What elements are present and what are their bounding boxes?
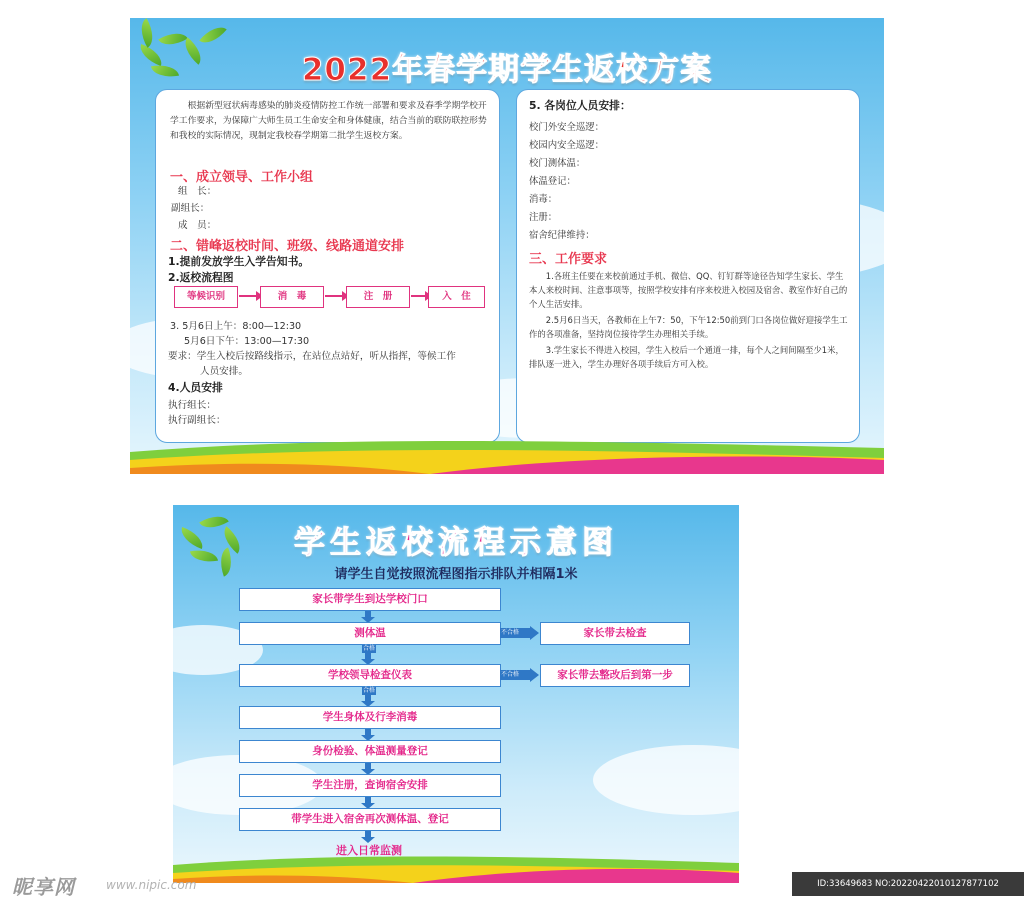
flow-step-wait: 等候识别 (174, 286, 238, 308)
notice-item: 1.提前发放学生入学告知书。 (168, 255, 310, 268)
post-line: 消毒： (529, 194, 558, 205)
exec-deputy-line: 执行副组长： (168, 415, 226, 426)
fail-label: 不合格 (501, 671, 520, 678)
right-panel (516, 89, 860, 443)
time-morning: 3. 5月6日上午：8:00—12:30 (170, 321, 302, 332)
fail-arrow (500, 626, 540, 640)
post-line: 宿舍纪律维持： (529, 230, 595, 241)
deputy-leader-line: 副组长： (171, 203, 210, 214)
intro-paragraph: 根据新型冠状病毒感染的肺炎疫情防控工作统一部署和要求及春季学期学校开学工作要求，为保障广大师生员工生命安全和身体健康，结合当前的联防联控形势和我校的实际情况，现制定我校春学期第二批学生返校方案。 (170, 101, 487, 141)
work-requirement-2: 2.5月6日当天，各教师在上午7：50，下午12:50前到门口各岗位做好迎接学生工作的各项准备，坚持岗位接待学生办理相关手续。 (529, 315, 848, 339)
members-line: 成 员： (178, 220, 217, 231)
leader-line: 组 长： (178, 186, 217, 197)
section2-heading: 二、错峰返校时间、班级、线路通道安排 (170, 239, 405, 254)
work-requirement-3: 3.学生家长不得进入校园，学生入校后一个通道一排，每个人之间间隔至少1米，排队逐一进入，学生办理好各项手续后方可入校。 (529, 345, 844, 369)
post-line: 校门外安全巡逻： (529, 122, 605, 133)
pass-label: 合格 (363, 645, 376, 652)
flow-step-register: 学生注册，查询宿舍安排 (239, 774, 501, 797)
requirement-line-2: 人员安排。 (200, 366, 248, 377)
flowchart-subtitle: 请学生自觉按照流程图指示排队并相隔1米 (334, 567, 578, 582)
cloud (593, 745, 739, 815)
post-line: 校门测体温： (529, 158, 586, 169)
work-requirement-1: 1.各班主任要在来校前通过手机、微信、QQ、钉钉群等途径告知学生家长、学生本人来校时间、注意事项等，按照学校安排有序来校进入校园及宿舍、教室作好自己的个人生活安排。 (529, 271, 848, 309)
side-step-rectify: 家长带去整改后到第一步 (540, 664, 690, 687)
post-line: 体温登记： (529, 176, 576, 187)
section3-heading: 三、工作要求 (529, 252, 608, 267)
flowchart-title: 学生返校流程示意图 (294, 525, 618, 561)
rainbow-ground (130, 434, 884, 474)
return-plan-poster (130, 18, 884, 474)
flow-arrow (325, 295, 343, 297)
section1-heading: 一、成立领导、工作小组 (170, 170, 314, 185)
flow-step-disinfect: 消 毒 (260, 286, 324, 308)
flow-step-id-check: 身份检验、体温测量登记 (239, 740, 501, 763)
flowchart-item: 2.返校流程图 (168, 271, 234, 284)
fail-arrow (500, 668, 540, 682)
flow-arrow (239, 295, 257, 297)
watermark-logo: 昵享网 (12, 875, 75, 899)
left-panel (155, 89, 500, 443)
post-line: 校园内安全巡逻： (529, 140, 605, 151)
flow-step-register: 注 册 (346, 286, 410, 308)
fail-label: 不合格 (501, 629, 520, 636)
rainbow-ground (173, 851, 739, 883)
requirement-line: 要求：学生入校后按路线指示，在站位点站好，听从指挥，等候工作 (168, 351, 456, 362)
section5-heading: 5. 各岗位人员安排： (529, 99, 631, 112)
pass-label: 合格 (363, 687, 376, 694)
flow-final: 进入日常监测 (336, 844, 402, 857)
flow-step-checkin: 入 住 (428, 286, 485, 308)
poster-title: 2022年春学期学生返校方案 (301, 52, 713, 88)
exec-leader-line: 执行组长： (168, 400, 216, 411)
watermark-id: ID:33649683 NO:20220422010127877102 (792, 872, 1024, 896)
section4-heading: 4.人员安排 (168, 381, 223, 394)
flow-step-dorm: 带学生进入宿舍再次测体温、登记 (239, 808, 501, 831)
flow-step-temperature: 测体温 (239, 622, 501, 645)
side-step-check: 家长带去检查 (540, 622, 690, 645)
watermark-url: www.nipic.com (106, 878, 197, 892)
flow-step-inspect: 学校领导检查仪表 (239, 664, 501, 687)
flow-step-disinfect: 学生身体及行李消毒 (239, 706, 501, 729)
time-afternoon: 5月6日下午：13:00—17:30 (184, 336, 310, 347)
flow-step-arrive: 家长带学生到达学校门口 (239, 588, 501, 611)
flow-arrow (411, 295, 426, 297)
post-line: 注册： (529, 212, 558, 223)
flowchart-poster (173, 505, 739, 883)
